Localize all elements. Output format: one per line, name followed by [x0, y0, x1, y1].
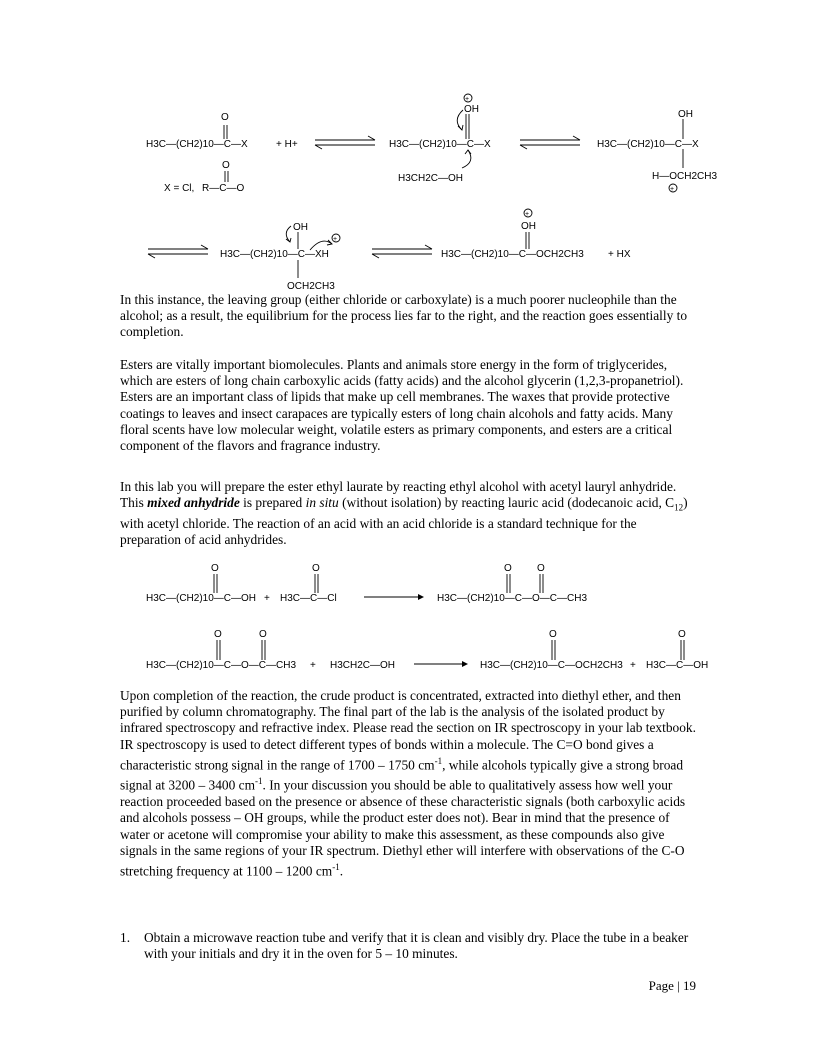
mechanism-diagram: [0, 92, 816, 292]
ethanol: H3CH2C—OH: [330, 660, 396, 671]
svg-text:H3C—C—OH: H3C—C—OH: [646, 660, 709, 671]
step-number: 1.: [120, 930, 131, 945]
paragraph-ir-analysis: Upon completion of the reaction, the crude product is concentrated, extracted into diethyl ether, and then purified by column chromatography. The final part of the lab is the analysis of the isolated product by infrared spectroscopy and refractive index. Please read the section on IR spectroscopy in your lab textbook. IR spectroscopy is used to detect different types of bonds within a molecule. The C=O bond gives a characteristic strong signal in the range of 1700 – 1750 $cm^{-1}$, while alcohols typically give a strong broad signal at 3200 – 3400 $cm^{-1}$. In your discussion you should be able to qualitatively assess how well your reaction proceeded based on the presence or absence of these characteristic signals (both carboxylic acids and alcohols possess – OH groups, while the product ester does not). Bear in mind that the presence of water or acetone will compromise your ability to make this assessment, as these compounds also give signals in the same regions of your IR spectrum. Diethyl ether will interfere with observations of the C-O stretching frequency at 1100 – 1200 $cm^{-1}$.: [120, 688, 696, 879]
svg-text:O: O: [259, 629, 267, 640]
x-definition: [164, 160, 244, 194]
svg-text:O: O: [312, 563, 320, 574]
svg-text:O: O: [678, 629, 686, 640]
svg-text:H3C—(CH2)10—C—O—C—CH3: H3C—(CH2)10—C—O—C—CH3: [437, 593, 588, 604]
equilibrium-arrow-4: [372, 245, 432, 258]
oxonium-intermediate: [597, 109, 717, 193]
protonated-ester: [441, 209, 631, 260]
page-number: Page | 19: [648, 978, 696, 993]
svg-text:H3C—(CH2)10—C—OCH2CH3: H3C—(CH2)10—C—OCH2CH3: [441, 249, 584, 260]
mixed-anhydride: [437, 563, 587, 604]
equilibrium-arrow-2: [520, 136, 580, 149]
acetyl-chloride: [280, 563, 337, 604]
svg-text:O: O: [549, 629, 557, 640]
svg-text:OH: OH: [293, 222, 308, 233]
equilibrium-arrow-1: [315, 136, 375, 149]
step-text: Obtain a microwave reaction tube and verify that it is clean and visibly dry. Place the tube in a beaker with your initials and dry it in the oven for 5 – 10 minutes.: [144, 930, 689, 962]
acetic-acid: [646, 629, 708, 671]
svg-text:H3C—(CH2)10—C—X: H3C—(CH2)10—C—X: [389, 139, 491, 150]
svg-text:OH: OH: [464, 104, 479, 115]
svg-text:H3C—(CH2)10—C—O—C—CH3: H3C—(CH2)10—C—O—C—CH3: [146, 660, 297, 671]
ethyl-laurate-product: [480, 629, 623, 671]
paragraph-leaving-group: In this instance, the leaving group (either chloride or carboxylate) is a much poorer nucleophile than the alcohol; as a result, the equilibrium for the process lies far to the right, and the reaction goes essentially to completion.: [120, 292, 688, 340]
paragraph-ethyl-laurate: In this lab you will prepare the ester ethyl laurate by reacting ethyl alcohol with acetyl lauryl anhydride. This mixed anhydride is prepared in situ (without isolation) by reacting lauric acid (dodecanoic acid, $C_{12}$) with acetyl chloride. The reaction of an acid with an acid chloride is a standard technique for the preparation of acid anhydrides.: [120, 479, 688, 548]
svg-text:H—OCH2CH3: H—OCH2CH3: [652, 171, 718, 182]
svg-text:H3CH2C—OH: H3CH2C—OH: [398, 173, 464, 184]
svg-text:OCH2CH3: OCH2CH3: [287, 281, 335, 292]
svg-text:+: +: [310, 660, 316, 671]
reaction-arrow-1: [364, 594, 424, 600]
mechanism-scheme: [0, 92, 816, 292]
svg-text:R—C—O: R—C—O: [202, 183, 245, 194]
protonated-intermediate: [389, 94, 491, 184]
acyl-reactant-formula: H3C—(CH2)10—C—X: [146, 139, 248, 150]
anhydride-formation-diagram: [0, 556, 816, 611]
mixed-anhydride-reactant: [146, 629, 296, 671]
svg-text:+: +: [465, 96, 470, 103]
svg-text:OH: OH: [678, 109, 693, 120]
svg-text:O: O: [537, 563, 545, 574]
lauric-acid: [146, 563, 256, 604]
procedure-step-1: [120, 930, 700, 962]
reaction-arrow-2: [414, 661, 468, 667]
acyl-reactant: [146, 112, 248, 150]
svg-text:H3C—(CH2)10—C—OCH2CH3: H3C—(CH2)10—C—OCH2CH3: [480, 660, 623, 671]
svg-text:H3C—(CH2)10—C—XH: H3C—(CH2)10—C—XH: [220, 249, 329, 260]
paragraph-esters-biomolecules: Esters are vitally important biomolecules. Plants and animals store energy in the form of triglycerides, which are esters of long chain carboxylic acids (fatty acids) and the alcohol glycerin (1,2,3-propanetriol). Esters are an important class of lipids that make up cell membranes. The waxes that provide protective coatings to leaves and insect carapaces are typically esters of long chain alcohols and fatty acids. Many floral scents have low molecular weight, volatile esters as primary components, and esters are a critical component of the flavors and fragrance industry.: [120, 357, 684, 454]
mixed-anhydride-term: mixed anhydride: [147, 495, 240, 511]
svg-text:+: +: [525, 211, 530, 218]
svg-text:+: +: [333, 236, 338, 243]
svg-text:O: O: [214, 629, 222, 640]
x-definition-text: X = Cl,: [164, 183, 195, 194]
anhydride-formation-scheme: [0, 556, 816, 611]
equilibrium-arrow-3: [148, 245, 208, 258]
svg-text:H3C—C—Cl: H3C—C—Cl: [280, 593, 337, 604]
plus-proton: + H+: [276, 139, 298, 150]
tetrahedral-intermediate: [220, 222, 340, 292]
svg-text:+: +: [264, 593, 270, 604]
svg-text:+: +: [630, 660, 636, 671]
esterification-scheme: [0, 624, 816, 676]
svg-text:+ HX: + HX: [608, 249, 631, 260]
svg-text:O: O: [222, 160, 230, 171]
svg-text:O: O: [211, 563, 219, 574]
svg-text:OH: OH: [521, 221, 536, 232]
svg-text:+: +: [670, 186, 675, 193]
svg-text:H3C—(CH2)10—C—OH: H3C—(CH2)10—C—OH: [146, 593, 257, 604]
svg-text:O: O: [504, 563, 512, 574]
svg-text:H3C—(CH2)10—C—X: H3C—(CH2)10—C—X: [597, 139, 699, 150]
esterification-diagram: [0, 624, 816, 676]
svg-text:O: O: [221, 112, 229, 123]
